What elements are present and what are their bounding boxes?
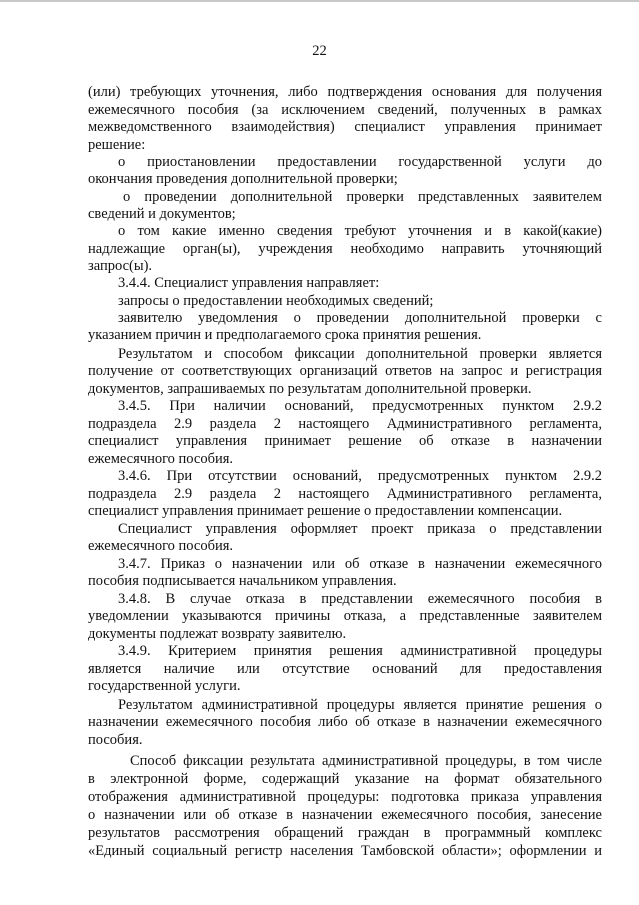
text-line: межведомственного взаимодействия) специалист управления принимает: [88, 119, 602, 135]
text-line: 3.4.9. Критерием принятия решения административной процедуры: [118, 643, 602, 659]
text-line: окончания проведения дополнительной проверки;: [88, 171, 398, 187]
text-line: указанием причин и предполагаемого срока принятия решения.: [88, 327, 482, 343]
text-line: Результатом и способом фиксации дополнительной проверки является: [118, 346, 602, 362]
text-line: Специалист управления оформляет проект приказа о представлении: [118, 521, 602, 537]
text-line: отображения административной процедуры: подготовка приказа управления: [88, 789, 602, 805]
text-line: получение от соответствующих организаций ответов на запрос и регистрация: [88, 363, 602, 379]
text-line: о приостановлении предоставлении государственной услуги до: [118, 154, 602, 170]
text-line: государственной услуги.: [88, 678, 241, 694]
text-line: 3.4.8. В случае отказа в представлении ежемесячного пособия в: [118, 591, 602, 607]
text-line: Результатом административной процедуры является принятие решения о: [118, 697, 602, 713]
text-line: пособия.: [88, 732, 143, 748]
text-line: специалист управления принимает решение об отказе в назначении: [88, 433, 602, 449]
text-line: «Единый социальный регистр населения Тамбовской области»; оформлении и: [88, 843, 602, 859]
text-line: специалист управления принимает решение о предоставлении компенсации.: [88, 503, 563, 519]
text-line: подраздела 2.9 раздела 2 настоящего Административного регламента,: [88, 486, 602, 502]
text-line: о проведении дополнительной проверки представленных заявителем: [123, 189, 602, 205]
text-line: решение:: [88, 137, 146, 153]
text-line: является наличие или отсутствие оснований для предоставления: [88, 661, 602, 677]
text-line: результатов рассмотрения обращений граждан в программный комплекс: [88, 825, 602, 841]
text-line: назначении ежемесячного пособия либо об отказе в назначении ежемесячного: [88, 714, 602, 730]
scan-top-edge: [0, 0, 639, 2]
text-line: 3.4.7. Приказ о назначении или об отказе в назначении ежемесячного: [118, 556, 602, 572]
text-line: запросы о предоставлении необходимых сведений;: [118, 293, 434, 309]
page-number: 22: [312, 43, 327, 59]
text-line: документы подлежат возврату заявителю.: [88, 626, 347, 642]
text-line: пособия подписывается начальником управления.: [88, 573, 397, 589]
text-line: ежемесячного пособия (за исключением сведений, полученных в рамках: [88, 102, 602, 118]
text-line: уведомлении указываются причины отказа, а представленные заявителем: [88, 608, 602, 624]
text-line: надлежащие орган(ы), учреждения необходимо направить уточняющий: [88, 241, 602, 257]
text-line: ежемесячного пособия.: [88, 451, 234, 467]
text-line: подраздела 2.9 раздела 2 настоящего Административного регламента,: [88, 416, 602, 432]
text-line: документов, запрашиваемых по результатам дополнительной проверки.: [88, 381, 532, 397]
text-line: в электронной форме, содержащий указание на формат обязательного: [88, 771, 602, 787]
text-line: заявителю уведомления о проведении дополнительной проверки с: [118, 310, 602, 326]
text-line: Способ фиксации результата административной процедуры, в том числе: [130, 753, 602, 769]
text-line: 3.4.4. Специалист управления направляет:: [118, 275, 380, 291]
text-line: ежемесячного пособия.: [88, 538, 234, 554]
text-line: 3.4.6. При отсутствии оснований, предусмотренных пунктом 2.9.2: [118, 468, 602, 484]
text-line: (или) требующих уточнения, либо подтверждения основания для получения: [88, 84, 602, 100]
text-line: 3.4.5. При наличии оснований, предусмотренных пунктом 2.9.2: [118, 398, 602, 414]
text-line: о том какие именно сведения требуют уточнения и в какой(какие): [118, 223, 602, 239]
text-line: запрос(ы).: [88, 258, 153, 274]
text-line: сведений и документов;: [88, 206, 236, 222]
text-line: о назначении или об отказе в назначении ежемесячного пособия, занесение: [88, 807, 602, 823]
